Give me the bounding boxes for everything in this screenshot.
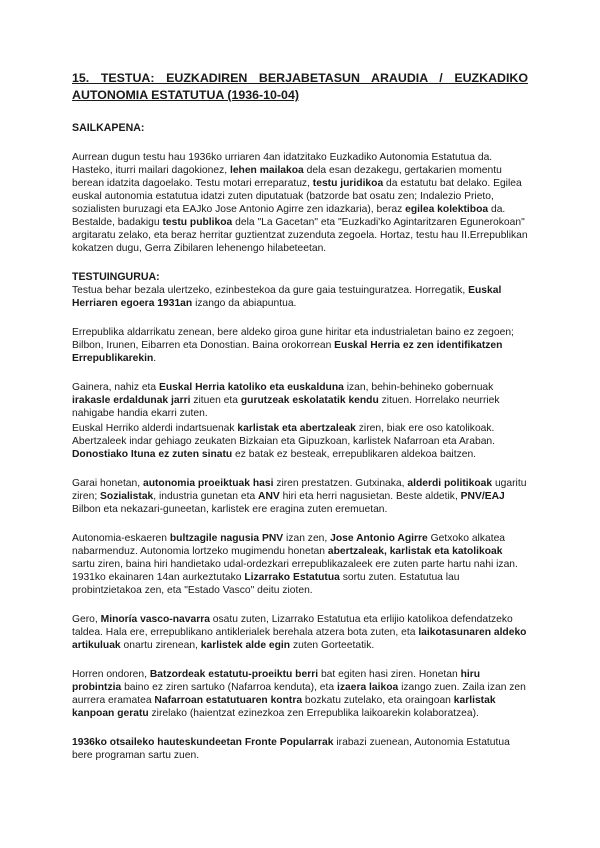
- text-run: Errepublika aldarrikatu zenean, bere aldeko giroa gune hiritar eta industrialetan baino ez zegoen; Bilbon, Irunen, Eibarren eta Donostian. Baina orokorrean: [72, 327, 514, 351]
- emphasis-text: alderdi politikoak: [407, 478, 493, 489]
- emphasis-text: karlistak eta abertzaleak: [237, 423, 356, 434]
- emphasis-text: testu juridikoa: [312, 178, 384, 189]
- emphasis-text: egilea kolektiboa: [405, 204, 489, 215]
- emphasis-text: Lizarrako Estatutua: [244, 572, 340, 583]
- emphasis-text: Nafarroan estatutuaren kontra: [154, 695, 303, 706]
- emphasis-text: lehen mailakoa: [229, 165, 304, 176]
- emphasis-text: bultzagile nagusia PNV: [169, 533, 284, 544]
- sailkapena-paragraph: [72, 151, 528, 255]
- text-run: osatu zuten, Lizarrako Estatutua eta erlijio katolikoa defendatzeko taldea. Hala ere, errepublikano antiklerialek berehala atzera bota zuten, eta: [72, 614, 513, 638]
- emphasis-text: laikotasunaren aldeko artikuluak: [72, 627, 527, 651]
- emphasis-text: Sozialistak: [100, 491, 154, 502]
- sailkapena-heading: SAILKAPENA:: [72, 122, 145, 134]
- testuingurua-paragraph-6: [72, 532, 528, 597]
- testuingurua-paragraph-3: [72, 381, 528, 420]
- testuingurua-paragraph-7: [72, 613, 528, 652]
- testuingurua-paragraph-4: [72, 422, 528, 461]
- text-run: dela esan dezakegu, gertakarien momentu berean idatzita dagoelako. Testu motari erreparatuz,: [72, 165, 502, 189]
- emphasis-text: Minoría vasco-navarra: [100, 614, 210, 625]
- text-run: ziren, biak ere oso katolikoak. Abertzaleek indar gehiago zeukaten Bizkaian eta Gipuzkoan, karlistek Nafarroan eta Araban.: [72, 423, 496, 447]
- text-run: da estatutu bat delako. Egilea euskal autonomia estatutua idatzi zuten diputatuak (batzorde bat osatu zen; Indalezio Prieto, sozialisten buruzagi eta EAJko Jose Antonio Agirre zen idazkaria), beraz: [72, 178, 522, 215]
- document-title: 15. TESTUA: EUZKADIREN BERJABETASUN ARAUDIA / EUZKADIKO AUTONOMIA ESTATUTUA (1936-10-04): [72, 71, 528, 102]
- text-run: ziren prestatzen. Gutxinaka,: [273, 478, 408, 489]
- testuingurua-paragraph-9: [72, 736, 528, 762]
- emphasis-text: izaera laikoa: [336, 682, 399, 693]
- text-run: onartu zirenean,: [120, 640, 201, 651]
- testuingurua-heading: TESTUINGURUA:: [72, 271, 160, 283]
- emphasis-text: Euskal Herria katoliko eta euskalduna: [159, 382, 344, 393]
- text-run: hiri eta herri nagusietan. Beste aldetik,: [279, 491, 461, 502]
- emphasis-text: hiru probintzia: [72, 669, 481, 693]
- emphasis-text: karlistek alde egin: [200, 640, 291, 651]
- text-run: sartu ziren, baina hiri handietako udal-ordezkari errepublikazaleek ere zuten parte hartu nahi izan. 1931ko ekainaren 14an aurkeztutako: [72, 559, 518, 583]
- text-run: zirelako (haientzat ezinezkoa zen Errepublika laikoarekin kolaboratzea).: [148, 708, 479, 719]
- text-run: da. Bestalde, badakigu: [72, 204, 506, 228]
- emphasis-text: gurutzeak eskolatatik kendu: [240, 395, 379, 406]
- text-run: bozkatu zutelako, eta oraingoan: [302, 695, 454, 706]
- emphasis-text: abertzaleak, karlistak eta katolikoak: [327, 546, 503, 557]
- text-run: dela "La Gacetan" eta "Euzkadi'ko Agintaritzaren Egunerokoan" argitaratu zelako, eta beraz herritar guztientzat zuzenduta zegoela. Hortaz, testu hau II.Errepublikan kokatzen dugu, Gerra Zibilaren lehenengo hilabeteetan.: [72, 217, 528, 254]
- emphasis-text: ANV: [258, 491, 280, 502]
- emphasis-text: Jose Antonio Agirre: [330, 533, 428, 544]
- text-run: Autonomia-eskaeren: [72, 533, 170, 544]
- text-run: ugaritu ziren;: [72, 478, 527, 502]
- testuingurua-paragraph-1: [72, 284, 528, 310]
- text-run: izango da abiapuntua.: [192, 298, 297, 309]
- emphasis-text: PNV/EAJ: [460, 491, 505, 502]
- text-run: izango zuen. Zaila izan zen aurrera eramatea: [72, 682, 526, 706]
- text-run: zituen. Horrelako neurriek nahigabe handia ekarri zuten.: [72, 395, 500, 419]
- emphasis-text: irakasle erdaldunak jarri: [72, 395, 191, 406]
- text-run: ez batak ez besteak, errepublikaren aldekoa baitzen.: [232, 449, 477, 460]
- text-run: Bilbon eta nekazari-guneetan, karlistek ere eragina zuten eremuetan.: [72, 504, 388, 515]
- text-run: izan, behin-behineko gobernuak: [343, 382, 494, 393]
- emphasis-text: autonomia proeiktuak hasi: [142, 478, 274, 489]
- text-run: zituen eta: [190, 395, 241, 406]
- testuingurua-paragraph-2: [72, 326, 528, 365]
- text-run: bat egiten hasi ziren. Honetan: [318, 669, 461, 680]
- text-run: Garai honetan,: [72, 478, 143, 489]
- text-run: izan zen,: [283, 533, 331, 544]
- text-run: zuten Gorteetatik.: [290, 640, 375, 651]
- text-run: Aurrean dugun testu hau 1936ko urriaren 4an idatzitako Euzkadiko Autonomia Estatutua da. Hasteko, iturri mailari dagokionez,: [72, 152, 493, 176]
- emphasis-text: karlistak kanpoan geratu: [72, 695, 496, 719]
- text-run: irabazi zuenean, Autonomia Estatutua bere programan sartu zuen.: [72, 737, 510, 761]
- emphasis-text: Donostiako Ituna ez zuten sinatu: [72, 449, 233, 460]
- text-run: Getxoko alkatea nabarmenduz. Autonomia lortzeko mugimendu honetan: [72, 533, 506, 557]
- text-run: baino ez ziren sartuko (Nafarroa kenduta), eta: [121, 682, 337, 693]
- text-run: Euskal Herriko alderdi indartsuenak: [72, 423, 238, 434]
- emphasis-text: 1936ko otsaileko hauteskundeetan Fronte Popularrak: [72, 737, 334, 748]
- text-run: Gero,: [72, 614, 101, 625]
- testuingurua-paragraph-8: [72, 668, 528, 720]
- text-run: sortu zuten. Estatutua lau probintzietakoa zen, eta "Estado Vasco" deitu zioten.: [72, 572, 460, 596]
- emphasis-text: Batzordeak estatutu-proeiktu berri: [149, 669, 319, 680]
- text-run: .: [153, 353, 157, 364]
- text-run: Horren ondoren,: [72, 669, 150, 680]
- emphasis-text: Euskal Herriaren egoera 1931an: [72, 285, 502, 309]
- text-run: , industria gunetan eta: [153, 491, 259, 502]
- emphasis-text: testu publikoa: [162, 217, 233, 228]
- testuingurua-paragraph-5: [72, 477, 528, 516]
- emphasis-text: Euskal Herria ez zen identifikatzen Errepublikarekin: [72, 340, 503, 364]
- text-run: Gainera, nahiz eta: [72, 382, 160, 393]
- text-run: Testua behar bezala ulertzeko, ezinbestekoa da gure gaia testuinguratzea. Horregatik,: [72, 285, 469, 296]
